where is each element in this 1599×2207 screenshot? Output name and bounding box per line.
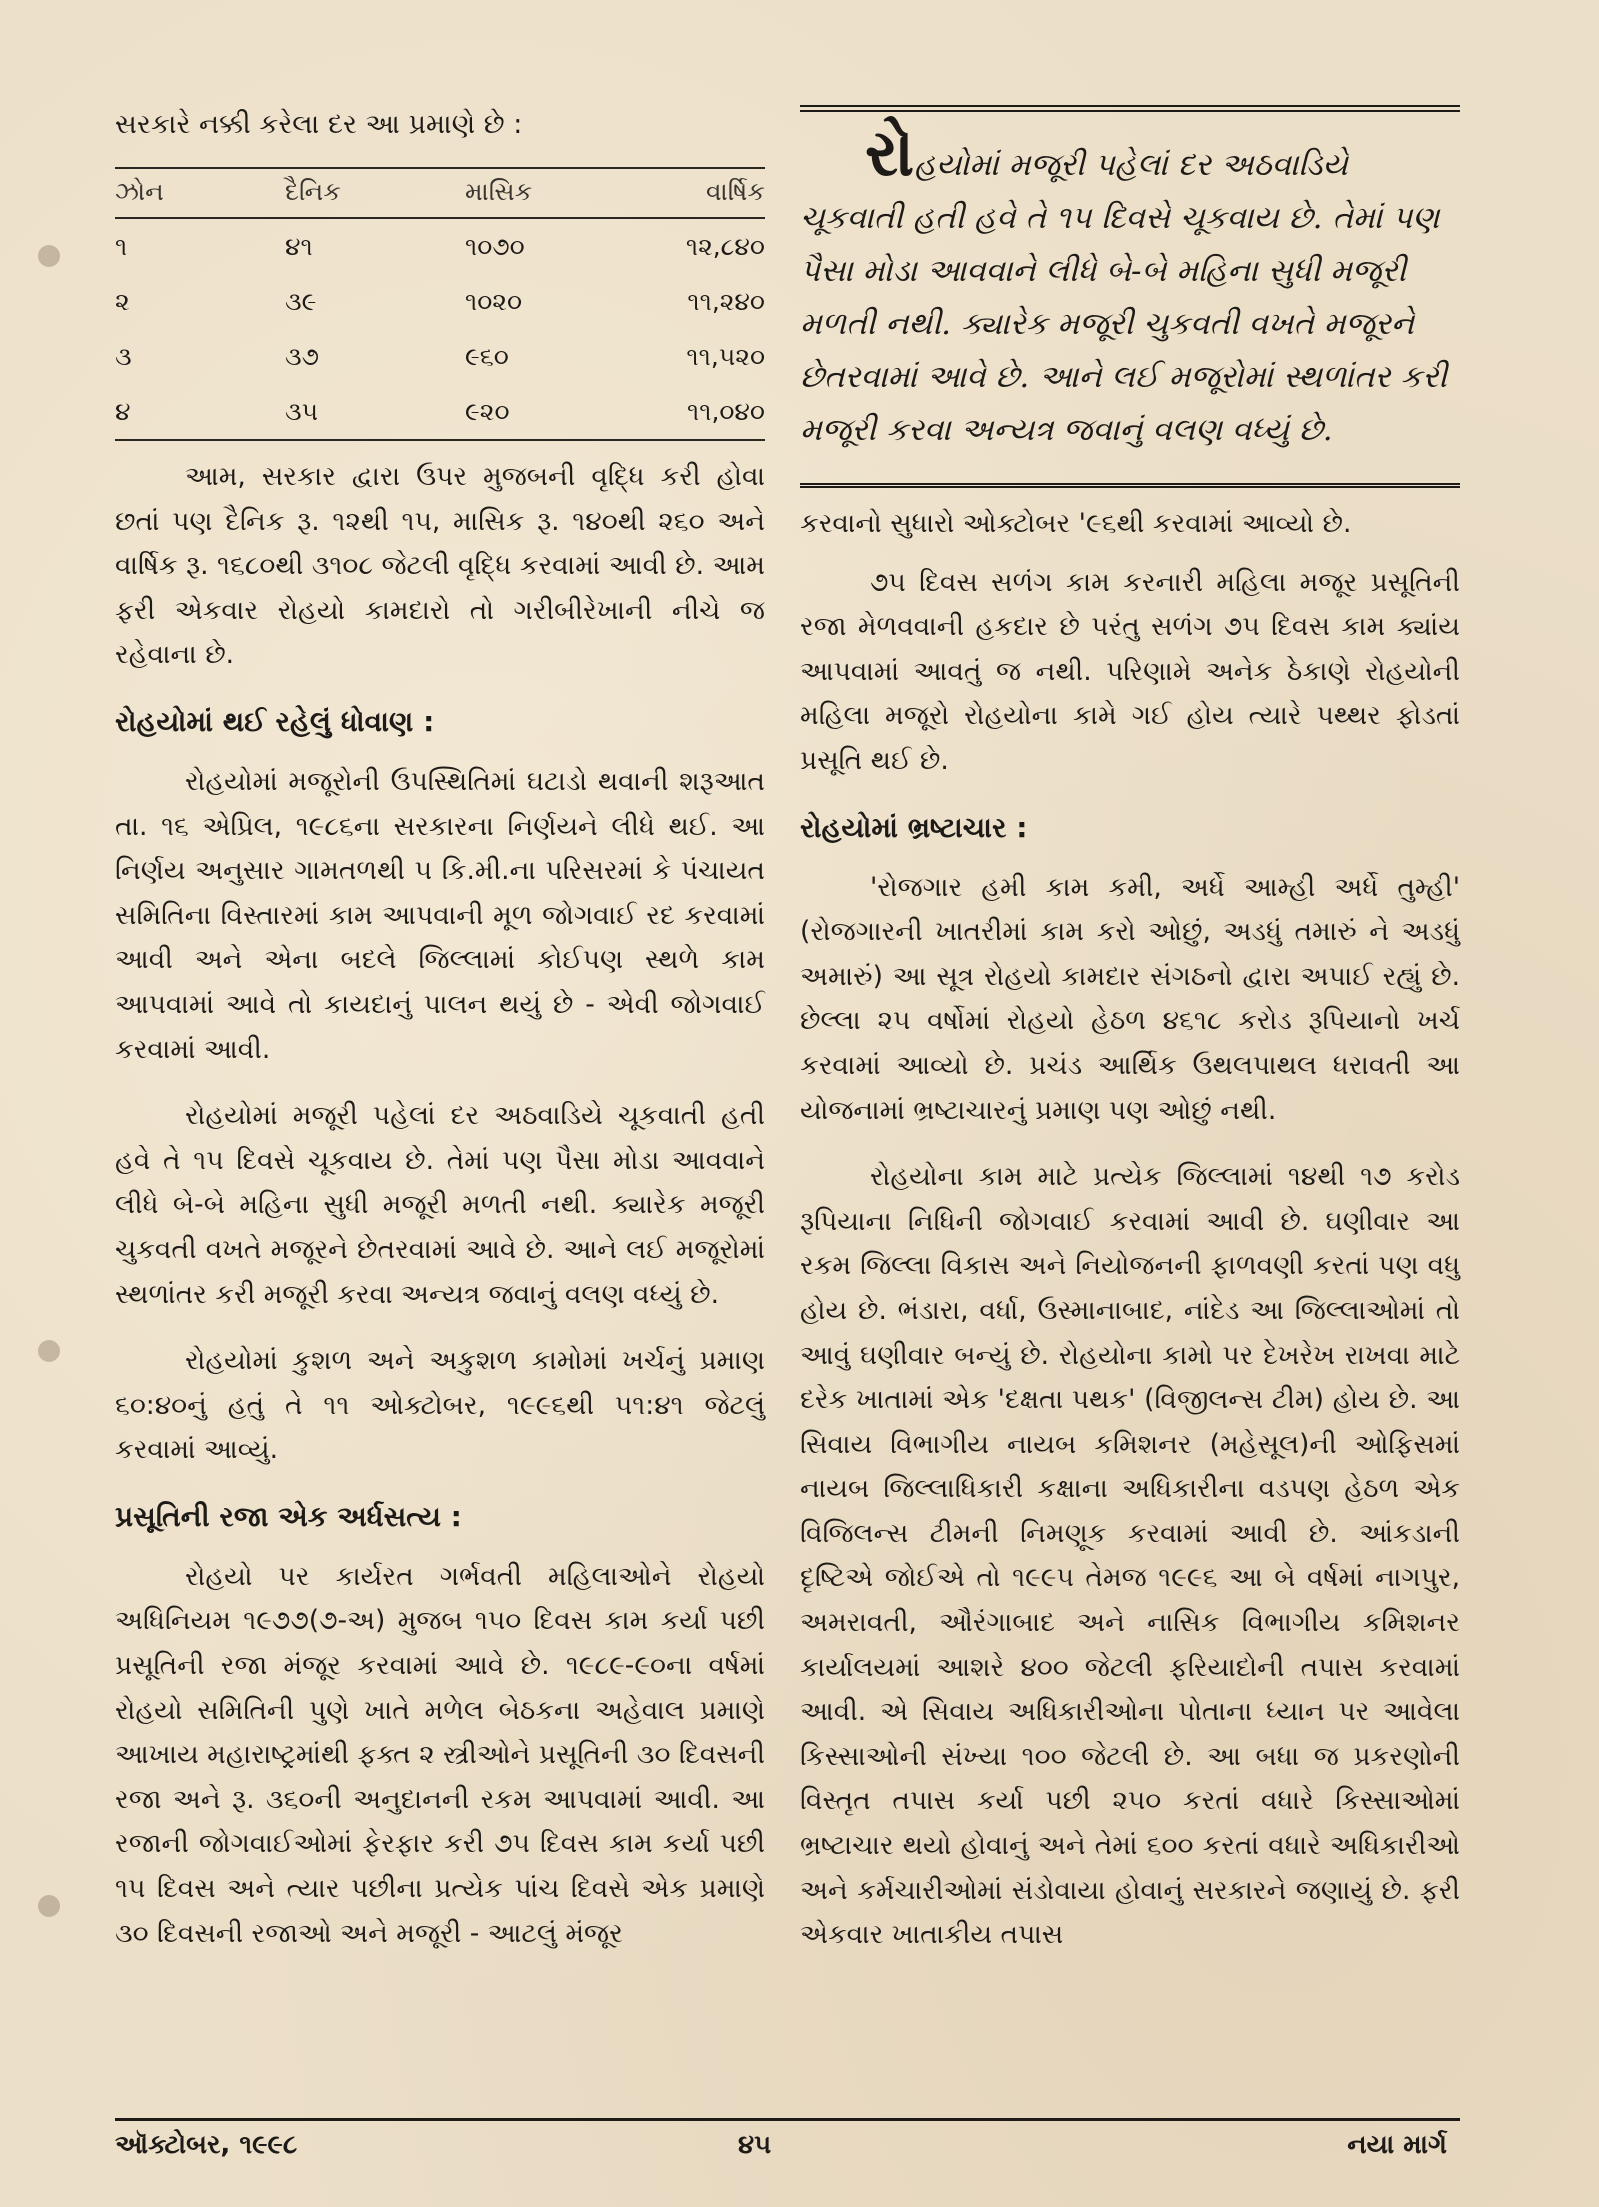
cell-zone: ૨ — [115, 286, 130, 316]
pull-quote-text: હયોમાં મજૂરી પહેલાં દર અઠવાડિયે ચૂકવાતી હતી હવે તે ૧૫ દિવસે ચૂકવાય છે. તેમાં પણ પૈસા મોડા આવવાને લીધે બે-બે મહિના સુધી મજૂરી મળતી નથી. ક્યારેક મજૂરી ચુકવતી વખતે મજૂરને છેતરવામાં આવે છે. આને લઈ મજૂરોમાં સ્થળાંતર કરી મજૂરી કરવા અન્યત્ર જવાનું વલણ વધ્યું છે. — [800, 147, 1448, 448]
section-heading: પ્રસૂતિની રજા એક અર્ધસત્ય : — [115, 1499, 462, 1533]
table-header-row — [115, 168, 765, 218]
punch-hole — [38, 1340, 60, 1362]
cell-daily: ૩૯ — [285, 286, 317, 316]
paragraph: રોહયોના કામ માટે પ્રત્યેક જિલ્લામાં ૧૪થી ૧૭ કરોડ રૂપિયાના નિધિની જોગવાઈ કરવામાં આવી છે. ઘણીવાર આ રકમ જિલ્લા વિકાસ અને નિયોજનની ફાળવણી કરતાં પણ વધુ હોય છે. ભંડારા, વર્ધા, ઉસ્માનાબાદ, નાંદેડ આ જિલ્લાઓમાં તો આવું ઘણીવાર બન્યું છે. રોહયોના કામો પર દેખરેખ રાખવા માટે દરેક ખાતામાં એક 'દક્ષતા પથક' (વિજીલન્સ ટીમ) હોય છે. આ સિવાય વિભાગીય નાયબ કમિશનર (મહેસૂલ)ની ઓફિસમાં નાયબ જિલ્લાધિકારી કક્ષાના અધિકારીના વડપણ હેઠળ એક વિજિલન્સ ટીમની નિમણૂક કરવામાં આવી છે. આંકડાની દૃષ્ટિએ જોઈએ તો ૧૯૯૫ તેમજ ૧૯૯૬ આ બે વર્ષમાં નાગપુર, અમરાવતી, ઔરંગાબાદ અને નાસિક વિભાગીય કમિશનર કાર્યાલયમાં આશરે ૪૦૦ જેટલી ફરિયાદોની તપાસ કરવામાં આવી. એ સિવાય અધિકારીઓના પોતાના ધ્યાન પર આવેલા કિસ્સાઓની સંખ્યા ૧૦૦ જેટલી છે. આ બધા જ પ્રકરણોની વિસ્તૃત તપાસ કર્યા પછી ૨૫૦ કરતાં વધારે કિસ્સાઓમાં ભ્રષ્ટાચાર થયો હોવાનું અને તેમાં ૬૦૦ કરતાં વધારે અધિકારીઓ અને કર્મચારીઓમાં સંડોવાયા હોવાનું સરકારને જણાયું છે. ફરી એકવાર ખાતાકીય તપાસ — [800, 1161, 1460, 1951]
cell-monthly: ૧૦૭૦ — [465, 231, 525, 261]
footer-rule — [115, 2118, 1460, 2121]
cell-yearly: ૧૨,૮૪૦ — [685, 231, 765, 261]
cell-zone: ૪ — [115, 384, 285, 440]
cell-monthly: ૧૦૨૦ — [465, 286, 523, 316]
punch-hole — [38, 1895, 60, 1917]
paragraph: 'રોજગાર હમી કામ કમી, અર્ધે આમ્હી અર્ધે તુમ્હી' (રોજગારની ખાતરીમાં કામ કરો ઓછું, અડધું તમારું ને અડધું અમારું) આ સૂત્ર રોહયો કામદાર સંગઠનો દ્વારા અપાઈ રહ્યું છે. છેલ્લા ૨૫ વર્ષોમાં રોહયો હેઠળ ૪૬૧૮ કરોડ રૂપિયાનો ખર્ચ કરવામાં આવ્યો છે. પ્રચંડ આર્થિક ઉથલપાથલ ધરાવતી આ યોજનામાં ભ્રષ્ટાચારનું પ્રમાણ પણ ઓછું નથી. — [800, 871, 1460, 1126]
pull-quote — [800, 105, 1460, 488]
paragraph: રોહયોમાં કુશળ અને અકુશળ કામોમાં ખર્ચનું પ્રમાણ ૬૦:૪૦નું હતું તે ૧૧ ઓક્ટોબર, ૧૯૯૬થી ૫૧:૪૧ જેટલું કરવામાં આવ્યું. — [115, 1345, 765, 1466]
table-row — [115, 329, 765, 384]
publication-name: નયા માર્ગ — [1347, 2130, 1447, 2160]
table-row — [115, 384, 765, 440]
paragraph: રોહયોમાં મજૂરી પહેલાં દર અઠવાડિયે ચૂકવાતી હતી હવે તે ૧૫ દિવસે ચૂકવાય છે. તેમાં પણ પૈસા મોડા આવવાને લીધે બે-બે મહિના સુધી મજૂરી મળતી નથી. ક્યારેક મજૂરી ચુકવતી વખતે મજૂરને છેતરવામાં આવે છે. આને લઈ મજૂરોમાં સ્થળાંતર કરી મજૂરી કરવા અન્યત્ર જવાનું વલણ વધ્યું છે. — [115, 1100, 765, 1310]
drop-cap: રો — [865, 116, 915, 191]
left-column — [115, 105, 765, 1956]
paragraph: કરવાનો સુધારો ઓક્ટોબર '૯૬થી કરવામાં આવ્યો છે. — [800, 508, 1352, 539]
table-row — [115, 218, 765, 274]
cell-zone: ૧ — [115, 231, 128, 261]
col-header-zone: ઝોન — [115, 168, 285, 218]
page-number: ૪૫ — [738, 2130, 772, 2160]
cell-daily: ૩૭ — [285, 341, 320, 371]
paragraph: રોહયોમાં મજૂરોની ઉપસ્થિતિમાં ઘટાડો થવાની શરૂઆત તા. ૧૬ એપ્રિલ, ૧૯૮૬ના સરકારના નિર્ણયને લીધે થઈ. આ નિર્ણય અનુસાર ગામતળથી ૫ કિ.મી.ના પરિસરમાં કે પંચાયત સમિતિના વિસ્તારમાં કામ આપવાની મૂળ જોગવાઈ રદ કરવામાં આવી અને એના બદલે જિલ્લામાં કોઈપણ સ્થળે કામ આપવામાં આવે તો કાયદાનું પાલન થયું છે - એવી જોગવાઈ કરવામાં આવી. — [115, 765, 765, 1065]
paragraph: આમ, સરકાર દ્વારા ઉપર મુજબની વૃદ્ધિ કરી હોવા છતાં પણ દૈનિક રૂ. ૧૨થી ૧૫, માસિક રૂ. ૧૪૦થી ૨૬૦ અને વાર્ષિક રૂ. ૧૬૮૦થી ૩૧૦૮ જેટલી વૃદ્ધિ કરવામાં આવી છે. આમ ફરી એકવાર રોહયો કામદારો તો ગરીબીરેખાની નીચે જ રહેવાના છે. — [115, 461, 765, 671]
cell-yearly: ૧૧,૦૪૦ — [625, 384, 765, 440]
col-header-daily: દૈનિક — [285, 168, 465, 218]
cell-daily: ૩૫ — [285, 384, 465, 440]
cell-monthly: ૯૬૦ — [465, 341, 509, 371]
cell-yearly: ૧૧,૫૨૦ — [686, 341, 765, 371]
table-row — [115, 274, 765, 329]
footer-date: ઑક્ટોબર, ૧૯૯૮ — [115, 2130, 298, 2160]
rate-table — [115, 167, 765, 441]
cell-monthly: ૯૨૦ — [465, 384, 625, 440]
punch-hole — [38, 245, 60, 267]
paragraph: ૭૫ દિવસ સળંગ કામ કરનારી મહિલા મજૂર પ્રસૂતિની રજા મેળવવાની હકદાર છે પરંતુ સળંગ ૭૫ દિવસ કામ ક્યાંય આપવામાં આવતું જ નથી. પરિણામે અનેક ઠેકાણે રોહયોની મહિલા મજૂરો રોહયોના કામે ગઈ હોય ત્યારે પથ્થર ફોડતાં પ્રસૂતિ થઈ છે. — [800, 566, 1460, 776]
cell-daily: ૪૧ — [285, 231, 313, 261]
paragraph: રોહયો પર કાર્યરત ગર્ભવતી મહિલાઓને રોહયો અધિનિયમ ૧૯૭૭(૭-અ) મુજબ ૧૫૦ દિવસ કામ કર્યા પછી પ્રસૂતિની રજા મંજૂર કરવામાં આવે છે. ૧૯૮૯-૯૦ના વર્ષમાં રોહયો સમિતિની પુણે ખાતે મળેલ બેઠકના અહેવાલ પ્રમાણે આખાય મહારાષ્ટ્રમાંથી ફક્ત ૨ સ્ત્રીઓને પ્રસૂતિની ૩૦ દિવસની રજા અને રૂ. ૩૬૦ની અનુદાનની રકમ આપવામાં આવી. આ રજાની જોગવાઈઓમાં ફેરફાર કરી ૭૫ દિવસ કામ કર્યા પછી ૧૫ દિવસ અને ત્યાર પછીના પ્રત્યેક પાંચ દિવસે એક પ્રમાણે ૩૦ દિવસની રજાઓ અને મજૂરી - આટલું મંજૂર — [115, 1560, 765, 1949]
section-heading: રોહયોમાં થઈ રહેલું ધોવાણ : — [115, 704, 435, 738]
cell-yearly: ૧૧,૨૪૦ — [687, 286, 765, 316]
cell-zone: ૩ — [115, 341, 132, 371]
section-heading: રોહયોમાં ભ્રષ્ટાચાર : — [800, 810, 1028, 844]
table-intro: સરકારે નક્કી કરેલા દર આ પ્રમાણે છે : — [115, 109, 523, 140]
right-column — [800, 105, 1460, 1958]
col-header-yearly: વાર્ષિક — [625, 168, 765, 218]
col-header-monthly: માસિક — [465, 168, 625, 218]
